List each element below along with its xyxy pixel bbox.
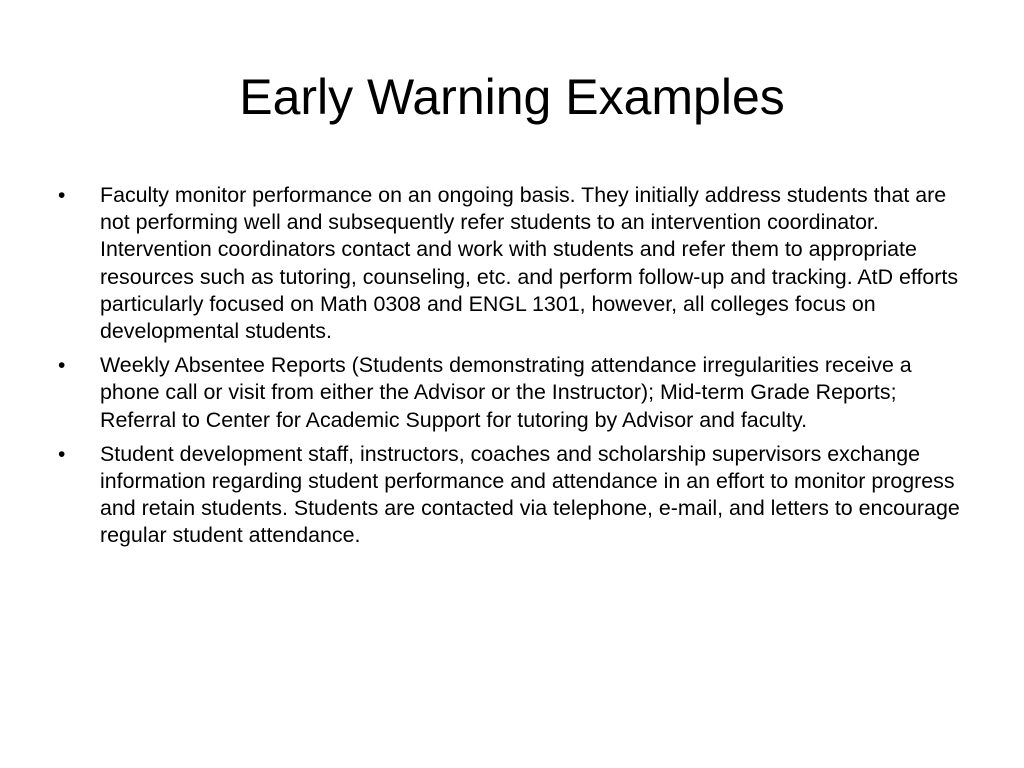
bullet-text: Student development staff, instructors, coaches and scholarship supervisors exchange information regarding student performance and attendance in an effort to monitor progress and retain students. Students are contacted via telephone, e-mail, and letters to encourage regular student attendance. [100,441,960,548]
slide-title: Early Warning Examples [239,69,785,125]
bullet-icon: • [58,184,66,207]
bullet-item-student-development [58,441,973,550]
bullet-list [58,182,973,557]
bullet-text: Faculty monitor performance on an ongoing basis. They initially address students that are not performing well and subsequently refer students to an intervention coordinator. Intervention coordinators contact and work with students and refer them to appropriate resources such as tutoring, counseling, etc. and perform follow-up and tracking. AtD efforts particularly focused on Math 0308 and ENGL 1301, however, all colleges focus on developmental students. [100,183,959,344]
bullet-text: Weekly Absentee Reports (Students demonstrating attendance irregularities receive a phone call or visit from either the Advisor or the Instructor); Mid-term Grade Reports; Referral to Center for Academic Support for tutoring by Advisor and faculty. [100,353,912,432]
bullet-item-faculty-monitoring [58,182,973,345]
bullet-icon: • [58,442,66,466]
bullet-item-absentee-reports [58,352,973,434]
bullet-icon: • [58,354,66,378]
